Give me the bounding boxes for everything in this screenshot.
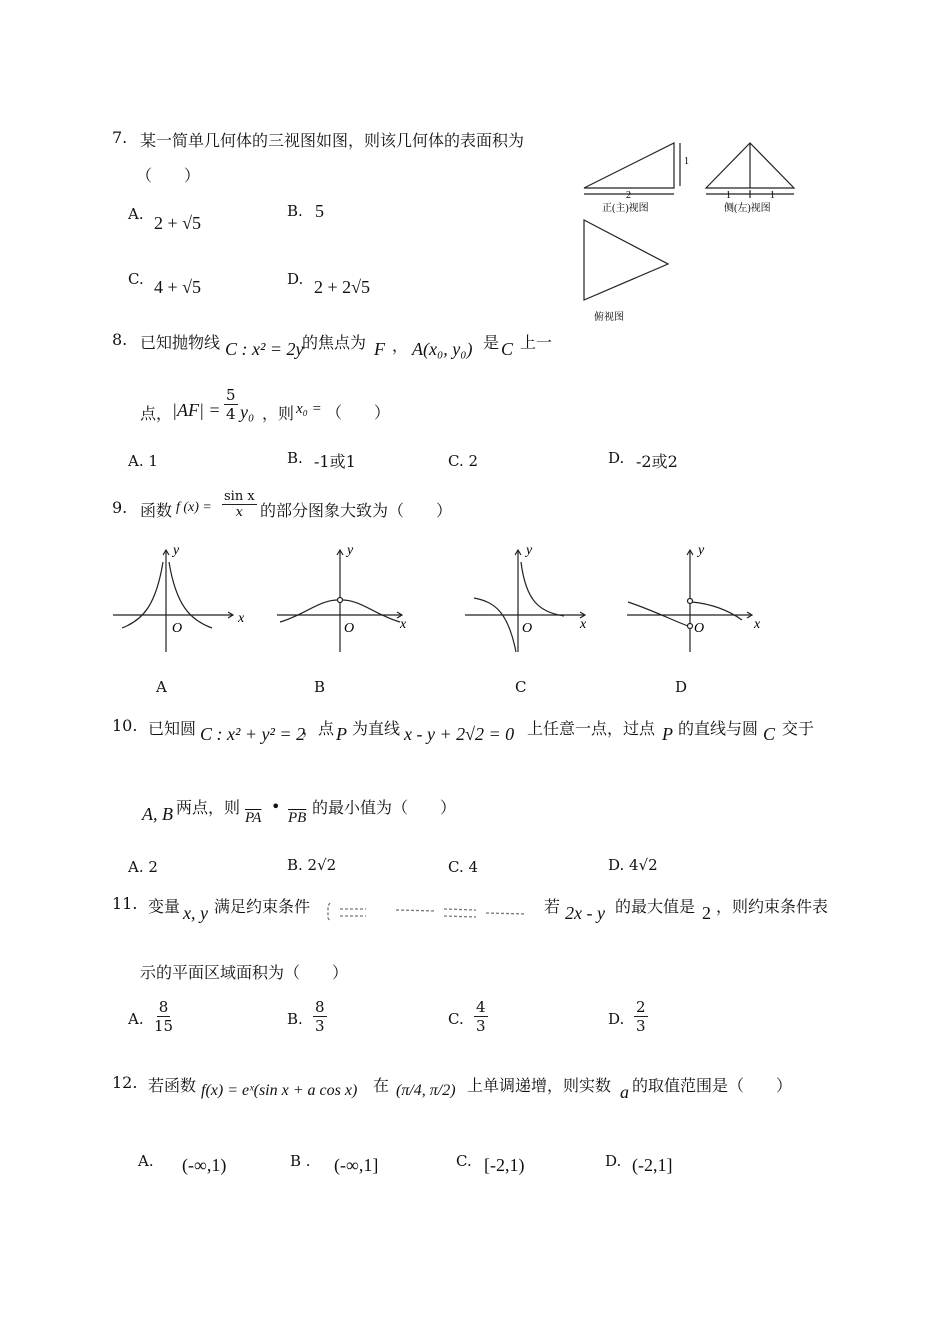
q12-a: a [620, 1082, 629, 1102]
q8-paren: （ ） [326, 403, 391, 422]
front-view-triangle [584, 143, 674, 188]
front-view-caption: 正(主)视图 [602, 203, 649, 214]
graph-c-x-label: x [580, 617, 587, 632]
q11-option-c-num: 4 [476, 998, 486, 1016]
q11-option-d-den: 3 [636, 1017, 646, 1035]
graph-d-right-branch [692, 602, 742, 620]
q7-option-a-value: 2 + √5 [154, 213, 202, 233]
q12-function: f(x) = eˣ(sin x + a cos x) [201, 1082, 358, 1099]
q10-text-2: ，点 [302, 719, 335, 738]
q8-option-b-value: -1或1 [314, 452, 356, 471]
q12-text-2: 在 [373, 1076, 390, 1095]
q11-text-4: 的最大值是 [615, 897, 696, 916]
q12-option-b-value: (-∞,1] [334, 1155, 379, 1175]
graph-d-label: D [675, 678, 688, 696]
q8-text-6: 点， [140, 404, 173, 423]
q11-text-6: 示的平面区域面积为（ ） [140, 963, 349, 982]
q11-option-a-label: A. [128, 1010, 144, 1028]
q10-vector-pa: $\overline{PA}$ [245, 810, 262, 826]
graph-a-left-branch [122, 562, 163, 628]
q10-text-6: 交于 [782, 719, 815, 738]
side-view-caption: 侧(左)视图 [724, 203, 771, 214]
q7-number: 7. [112, 128, 128, 147]
q10-option-c: C. 4 [448, 858, 479, 876]
graph-b-hole [338, 598, 343, 603]
three-view-figure [576, 138, 806, 330]
q12-text-4: 的取值范围是（ ） [632, 1076, 793, 1095]
q7-paren: （ ） [136, 166, 201, 185]
graph-d-hole-top [688, 599, 693, 604]
q11-text-2: 满足约束条件 [214, 897, 311, 916]
q10-text-3: 为直线 [352, 719, 401, 738]
q12-text-1: 若函数 [148, 1076, 197, 1095]
graph-a [108, 540, 248, 658]
graph-a-origin: O [172, 621, 183, 636]
q10-text-4: 上任意一点，过点 [527, 719, 656, 738]
q12-option-d-label: D. [605, 1152, 622, 1170]
q10-c: C [763, 724, 776, 744]
graph-b-x-label: x [400, 617, 407, 632]
q10-dot: • [271, 797, 281, 816]
q11-option-c-fraction [474, 998, 488, 1035]
q7-text: 某一简单几何体的三视图如图，则该几何体的表面积为 [140, 131, 525, 150]
q11-option-b-fraction [313, 998, 327, 1035]
q10-text-7: 两点，则 [176, 798, 241, 817]
graph-d-x-label: x [754, 617, 761, 632]
q8-text-5: 上一 [520, 333, 553, 352]
q12-option-c-value: [-2,1) [484, 1155, 525, 1175]
graph-a-label: A [156, 678, 167, 696]
q8-frac-numerator: 5 [226, 386, 236, 404]
q12-text-3: 上单调递增，则实数 [467, 1076, 612, 1095]
q11-option-c-den: 3 [476, 1017, 486, 1035]
q8-option-d-value: -2或2 [636, 452, 678, 471]
q8-y0: y₀ [240, 402, 255, 422]
q7-option-a-label: A. [128, 205, 144, 223]
q12-number: 12. [112, 1073, 138, 1092]
q11-text-3: 若 [544, 897, 561, 916]
q10-ab: A, B [142, 804, 173, 824]
q7-option-d-label: D. [287, 270, 304, 288]
q10-text-8: 的最小值为（ ） [312, 798, 457, 817]
q10-text-5: 的直线与圆 [678, 719, 759, 738]
q8-text-2: 的焦点为 [302, 333, 367, 352]
graph-c [460, 540, 600, 658]
q10-text-1: 已知圆 [148, 719, 197, 738]
q11-max: 2 [702, 903, 711, 923]
q9-text-1: 函数 [140, 501, 173, 520]
q12-option-b-label: B . [290, 1152, 311, 1170]
q11-option-b-den: 3 [315, 1017, 325, 1035]
graph-c-right-branch [521, 562, 564, 616]
q10-line: x - y + 2√2 = 0 [404, 724, 515, 744]
top-view-triangle [584, 220, 668, 300]
graph-b-origin: O [344, 621, 355, 636]
q9-text-2: 的部分图象大致为（ ） [260, 501, 453, 520]
q8-text-3: ， [392, 336, 409, 355]
q8-text-4: 是 [483, 333, 500, 352]
q7-option-b-value: 5 [315, 201, 324, 221]
q10-vector-pb: $\overline{PB}$ [288, 810, 307, 826]
q8-number: 8. [112, 330, 128, 349]
q7-option-c-label: C. [128, 270, 144, 288]
q9-frac-numerator: sin x [224, 489, 255, 504]
graph-d [622, 540, 767, 658]
graph-b-label: B [314, 678, 326, 696]
q11-option-d-label: D. [608, 1010, 625, 1028]
graph-d-origin: O [694, 621, 705, 636]
graph-b [272, 540, 417, 658]
q11-option-d-fraction [634, 998, 648, 1035]
q10-option-b: B. 2√2 [287, 856, 337, 874]
q9-frac-denominator: x [235, 505, 243, 520]
q12-interval: (π/4, π/2) [396, 1082, 456, 1099]
q8-frac-denominator: 4 [226, 405, 236, 423]
q10-option-a: A. 2 [128, 858, 158, 876]
q11-option-a-fraction [154, 998, 173, 1035]
q10-number: 10. [112, 716, 138, 735]
graph-c-y-label: y [526, 543, 533, 558]
q8-focus: F [374, 339, 385, 359]
q8-option-d-label: D. [608, 449, 625, 467]
graph-d-y-label: y [698, 543, 705, 558]
dim-side-left-label: 1 [726, 190, 731, 201]
q11-text-5: ，则约束条件表 [716, 897, 829, 916]
dim-width-label: 2 [626, 190, 631, 201]
q8-c: C [501, 339, 514, 359]
q11-expr: 2x - y [565, 903, 605, 923]
graph-b-right-branch [343, 600, 400, 622]
q8-abs-af: |AF| = [172, 400, 221, 420]
q10-p2: P [662, 724, 673, 744]
graph-a-y-label: y [173, 543, 180, 558]
q11-option-d-num: 2 [636, 998, 646, 1016]
q9-f: f (x) = [176, 500, 212, 515]
graph-b-y-label: y [347, 543, 354, 558]
q11-option-b-num: 8 [315, 998, 325, 1016]
q7-option-c-value: 4 + √5 [154, 277, 202, 297]
q7-option-b-label: B. [287, 202, 303, 220]
graph-c-left-branch [474, 598, 516, 652]
q11-option-b-label: B. [287, 1010, 303, 1028]
graph-d-left-branch [628, 602, 688, 626]
graph-a-x-label: x [238, 611, 245, 626]
q8-text-7: ，则 [262, 404, 295, 423]
dim-height-label: 1 [684, 156, 689, 167]
q10-circle: C : x² + y² = 2 [200, 724, 306, 744]
q8-option-a: A. 1 [128, 452, 158, 470]
q8-fraction [224, 386, 238, 423]
q10-option-d: D. 4√2 [608, 856, 658, 874]
q7-option-d-value: 2 + 2√5 [314, 277, 371, 297]
q9-number: 9. [112, 498, 128, 517]
q11-text-1: 变量 [148, 897, 181, 916]
q11-number: 11. [112, 894, 138, 913]
dim-side-right-label: 1 [770, 190, 775, 201]
q11-constraint-system-garbled [326, 900, 538, 924]
graph-b-left-branch [280, 600, 337, 622]
graph-a-right-branch [169, 562, 212, 628]
q8-x0: x₀ = [296, 401, 322, 417]
graph-d-hole-bottom [688, 624, 693, 629]
q11-xy: x, y [183, 903, 208, 923]
q10-p: P [336, 724, 347, 744]
q8-text-1: 已知抛物线 [140, 333, 221, 352]
q9-fraction [222, 489, 257, 520]
q11-option-a-num: 8 [158, 998, 169, 1016]
graph-c-label: C [515, 678, 527, 696]
q8-option-b-label: B. [287, 449, 303, 467]
q8-option-c: C. 2 [448, 452, 479, 470]
q12-option-a-value: (-∞,1) [182, 1155, 227, 1175]
q12-option-d-value: (-2,1] [632, 1155, 673, 1175]
q12-option-a-label: A. [138, 1152, 154, 1170]
q12-option-c-label: C. [456, 1152, 472, 1170]
q11-option-c-label: C. [448, 1010, 464, 1028]
graph-c-origin: O [522, 621, 533, 636]
q8-curve: C : x² = 2y [225, 339, 304, 359]
q11-option-a-den: 15 [154, 1017, 174, 1035]
q8-point: A(x₀, y₀) [412, 339, 473, 359]
top-view-caption: 俯视图 [594, 312, 624, 323]
